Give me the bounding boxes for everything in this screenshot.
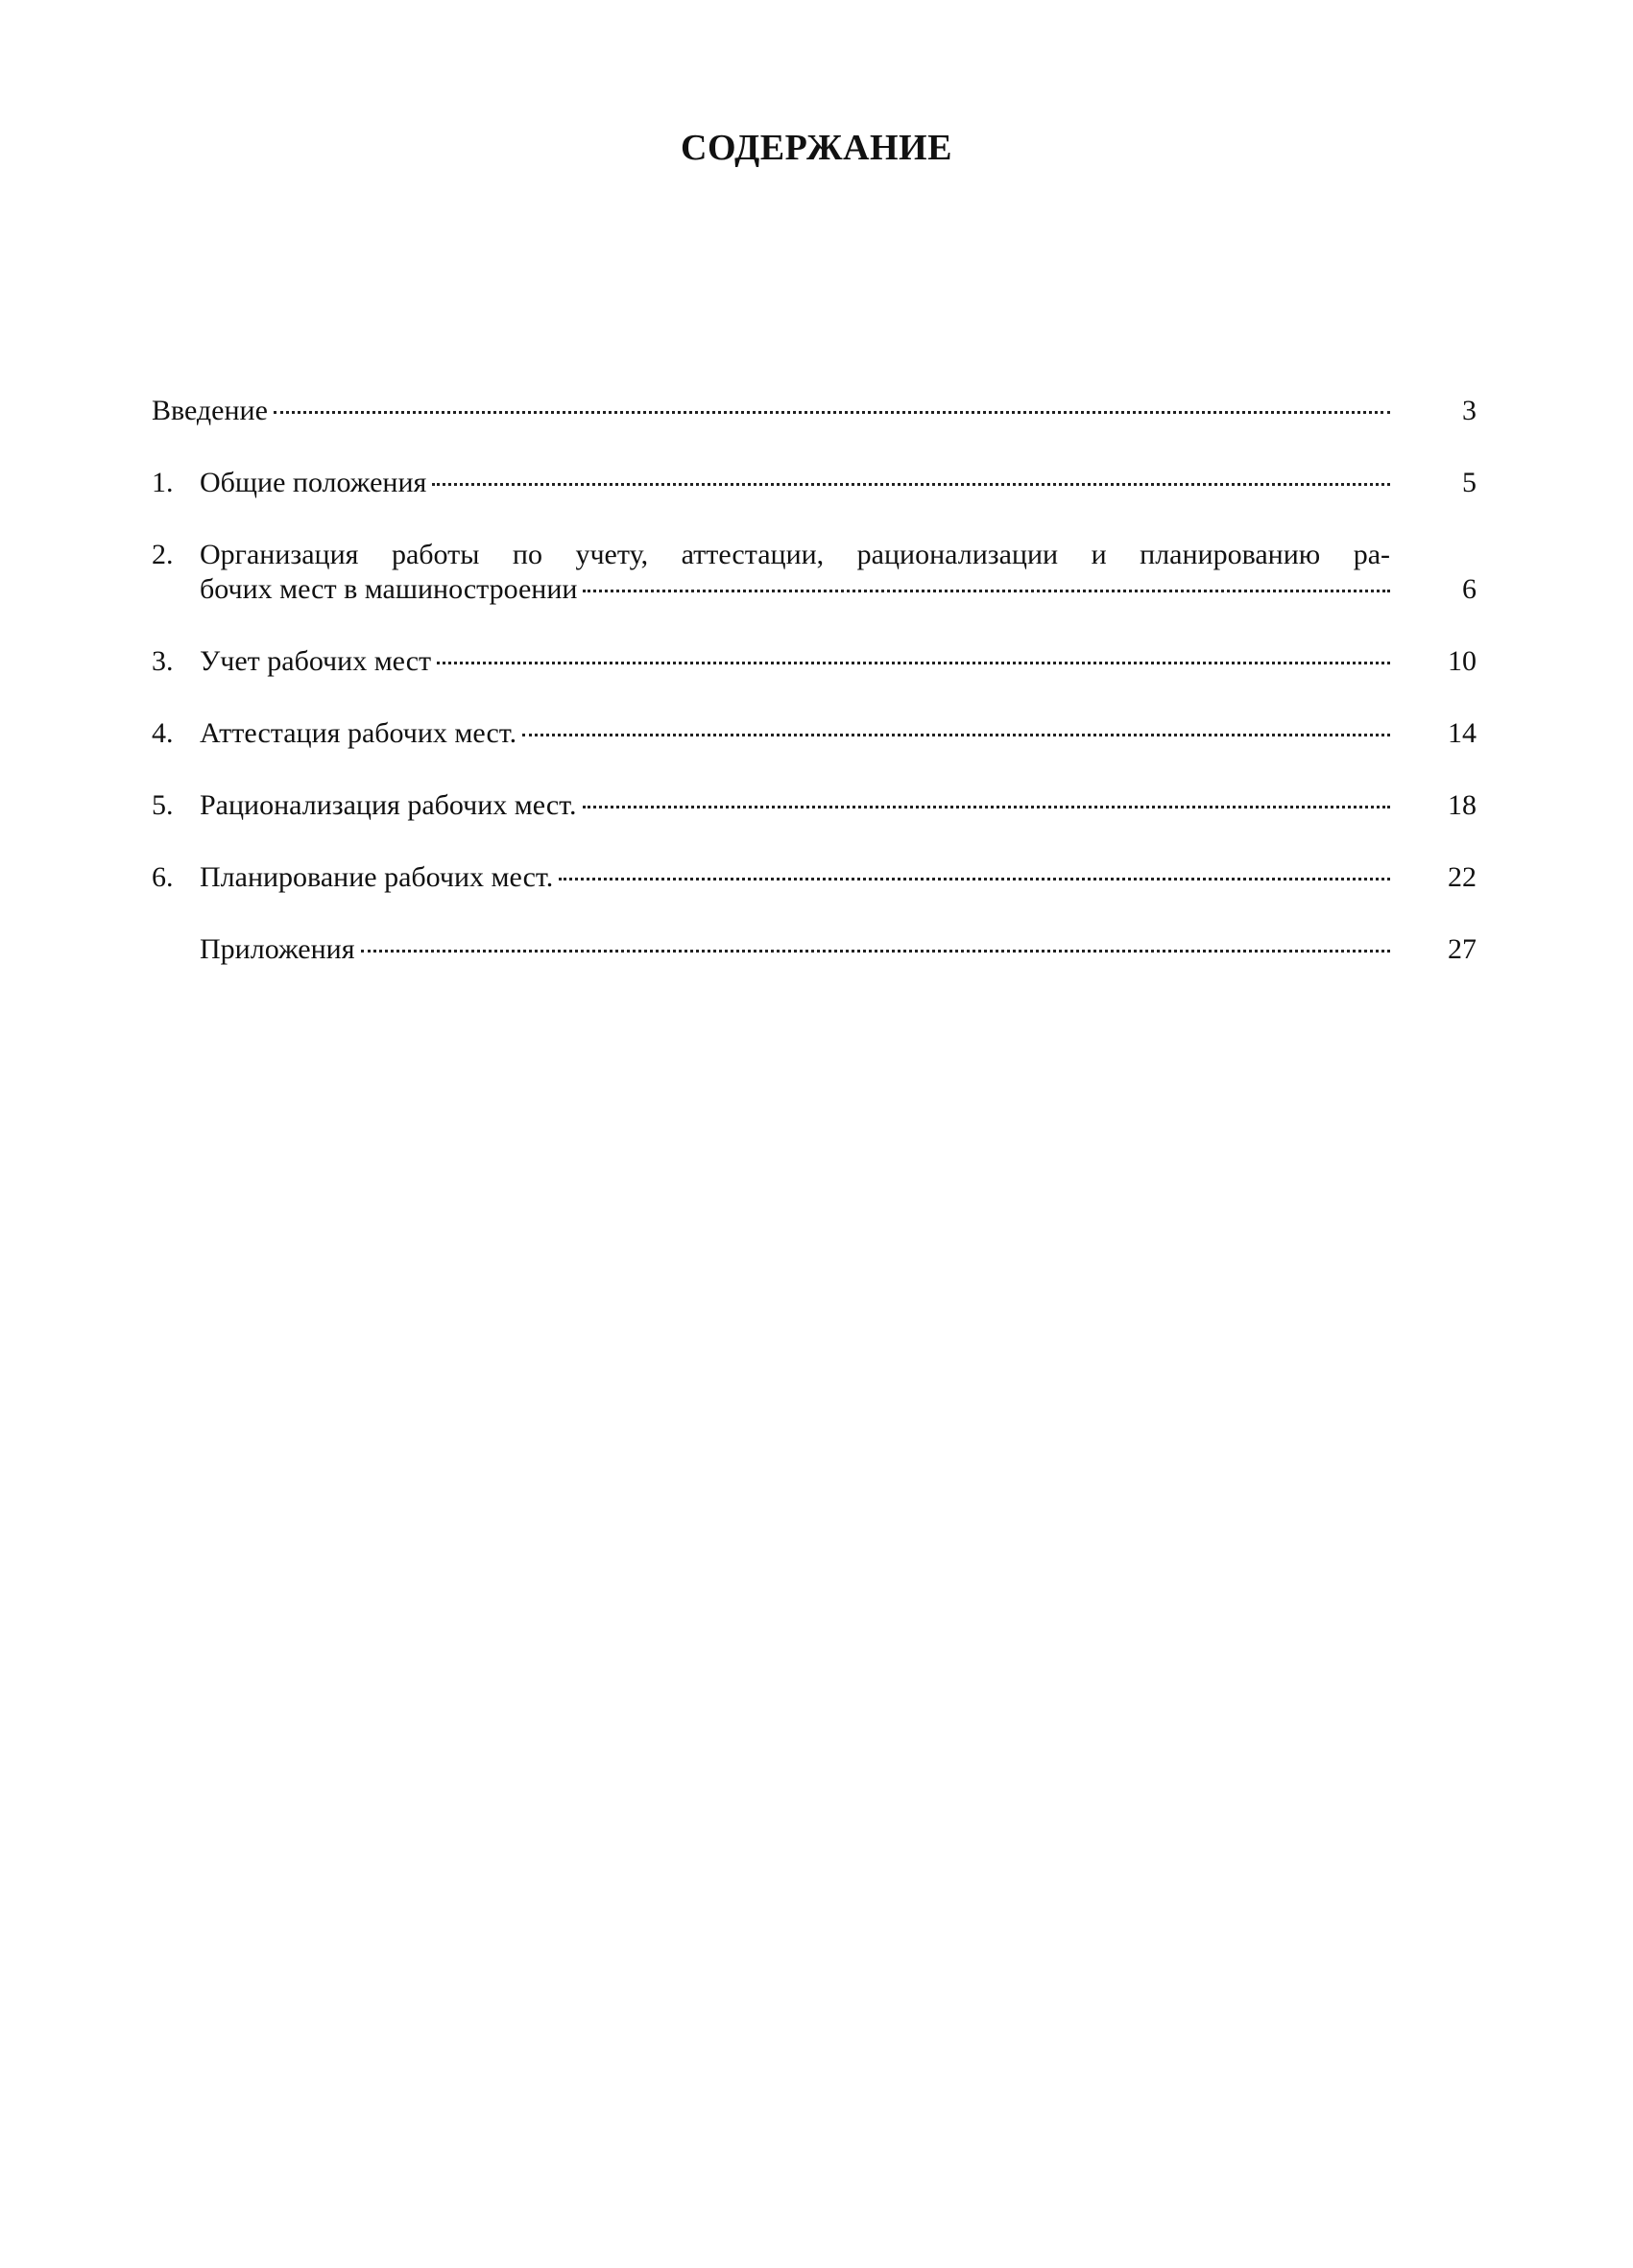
toc-entry-title: Введение [152,395,268,426]
dot-leader [432,483,1390,486]
toc-entry-title: Аттестация рабочих мест. [200,717,517,749]
toc-entry-introduction[interactable] [152,394,1477,428]
toc-entry-6[interactable] [152,860,1477,895]
toc-entry-title: Учет рабочих мест [200,645,432,677]
toc-entry-page: 18 [1448,789,1477,821]
toc-entry-2[interactable] [152,538,1477,607]
toc-entry-page: 10 [1448,645,1477,677]
table-of-contents [152,394,1477,967]
toc-entry-page: 3 [1462,395,1477,426]
toc-entry-number: 5. [152,789,174,821]
toc-entry-1[interactable] [152,466,1477,500]
page-title: СОДЕРЖАНИЕ [681,128,952,168]
toc-entry-number: 1. [152,467,174,498]
toc-entry-title-line1: Организация работы по учету, аттестации, рационализации и планированию ра- [200,539,1390,570]
dot-leader [583,806,1390,808]
toc-entry-number: 2. [152,539,174,570]
toc-entry-title: Общие положения [200,467,427,498]
dot-leader [522,734,1390,736]
dot-leader [583,590,1390,592]
dot-leader [274,411,1390,414]
toc-entry-number: 3. [152,645,174,677]
toc-entry-number: 4. [152,717,174,749]
toc-entry-page: 14 [1448,717,1477,749]
toc-entry-4[interactable] [152,716,1477,751]
toc-entry-title-line2: бочих мест в машиностроении [200,573,578,605]
toc-entry-page: 27 [1448,933,1477,965]
toc-entry-number: 6. [152,861,174,893]
toc-entry-title: Приложения [200,933,355,965]
toc-entry-title: Планирование рабочих мест. [200,861,554,893]
toc-entry-5[interactable] [152,788,1477,823]
toc-entry-appendices[interactable] [152,932,1477,967]
dot-leader [361,950,1391,953]
dot-leader [559,878,1390,881]
toc-entry-page: 22 [1448,861,1477,893]
toc-entry-3[interactable] [152,644,1477,679]
toc-entry-page: 5 [1462,467,1477,498]
dot-leader [437,662,1390,664]
toc-entry-title: Рационализация рабочих мест. [200,789,577,821]
toc-entry-page: 6 [1462,573,1477,605]
